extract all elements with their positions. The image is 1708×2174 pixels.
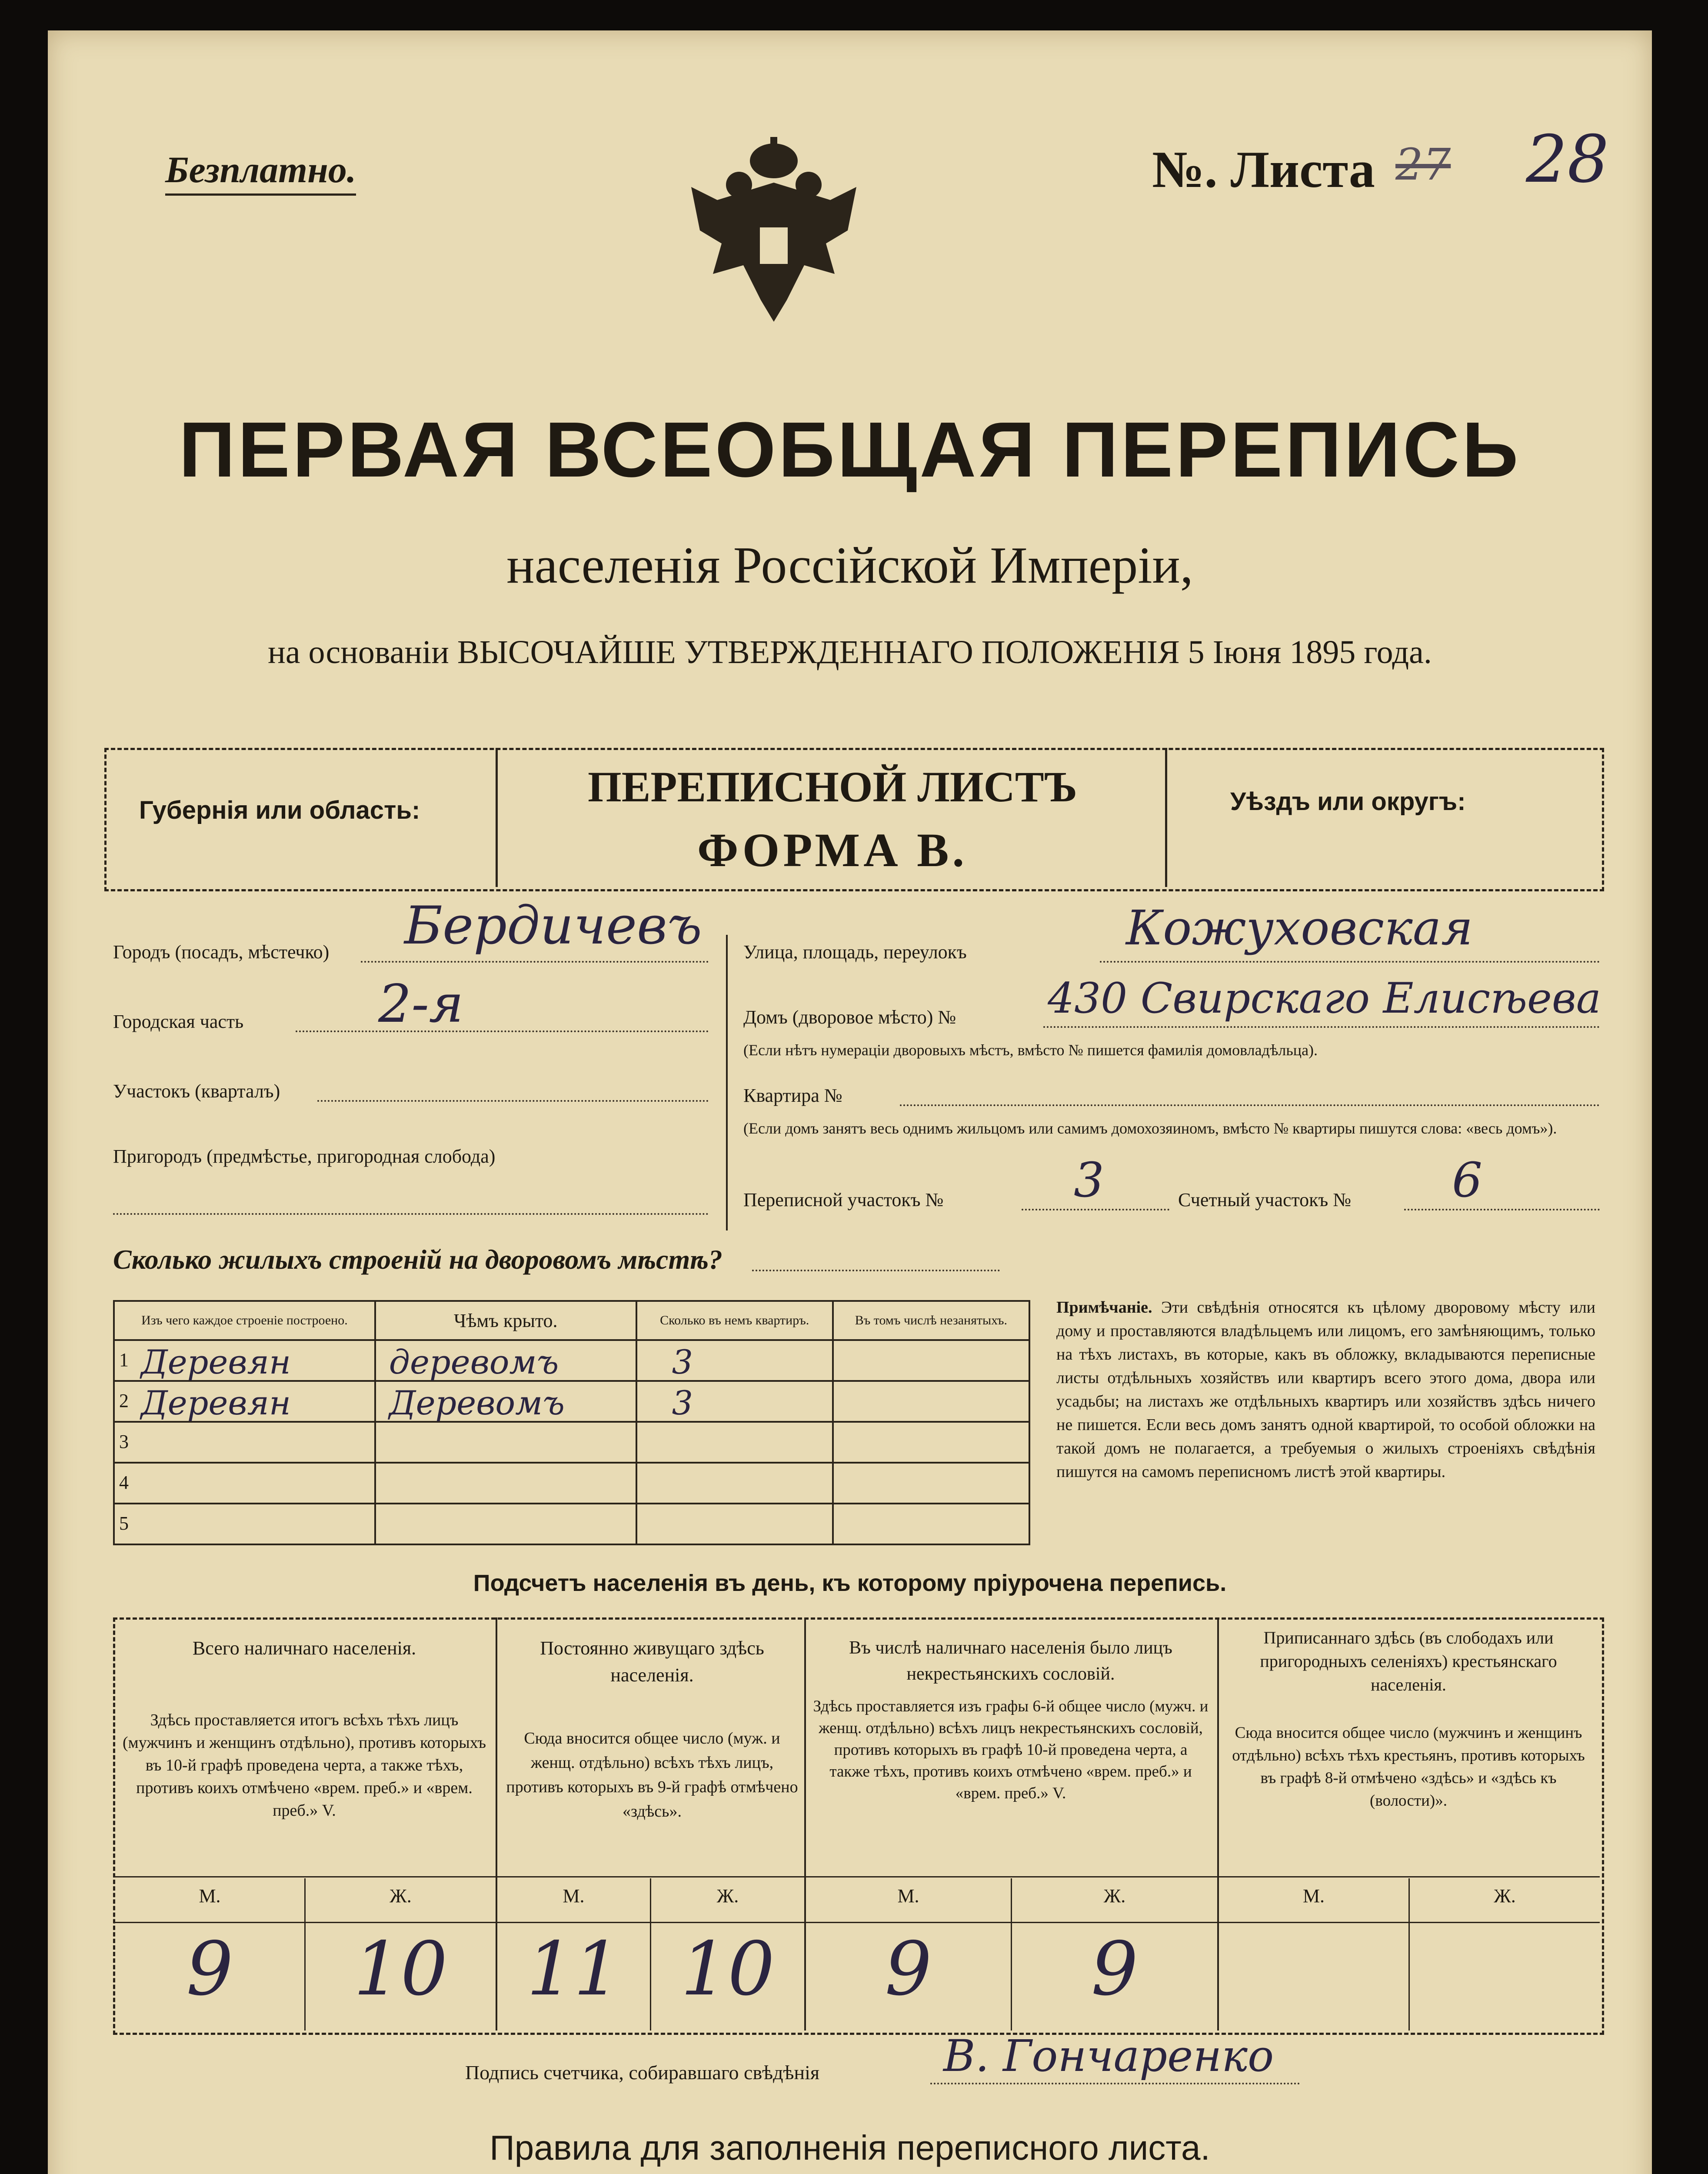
- free-label: Безплатно.: [165, 146, 356, 196]
- col4-female-label: Ж.: [1494, 1885, 1516, 1907]
- col4-male-label: М.: [1302, 1885, 1325, 1907]
- buildings-note: [1056, 1296, 1595, 1484]
- main-title: ПЕРВАЯ ВСЕОБЩАЯ ПЕРЕПИСЬ: [179, 406, 1521, 493]
- rules-title: Правила для заполненія переписного листа.: [489, 2128, 1210, 2167]
- roof-value: деревомъ: [389, 1343, 559, 1381]
- table-row: [114, 1422, 1029, 1463]
- material-value: Деревян: [141, 1343, 291, 1381]
- form-code: ФОРМА В.: [697, 824, 968, 877]
- col2-male-value: 11: [526, 1926, 621, 2012]
- suburb-label: Пригородъ (предмѣстье, пригородная слобода): [113, 1146, 496, 1167]
- house-label: Домъ (дворовое мѣсто) №: [743, 1007, 956, 1028]
- city-value: Бердичевъ: [404, 896, 702, 956]
- census-area-value: 3: [1074, 1152, 1104, 1208]
- roof-value: Деревомъ: [389, 1384, 565, 1422]
- population-col2-title: Постоянно живущаго здѣсь населенія.: [540, 1637, 764, 1686]
- uezd-label: Уѣздъ или округъ:: [1230, 787, 1466, 816]
- population-col4-desc: Сюда вносится общее число (мужчинъ и женщинъ отдѣльно) всѣхъ тѣхъ крестьянъ, противъ которыхъ въ графѣ 8-й отмѣчено «здѣсь» и «здѣсь къ (волости)».: [1232, 1724, 1585, 1810]
- table-row: [114, 1463, 1029, 1504]
- buildings-header-material: Изъ чего каждое строеніе построено.: [114, 1301, 375, 1340]
- col3-female-label: Ж.: [1103, 1885, 1126, 1907]
- col1-female-label: Ж.: [390, 1885, 412, 1907]
- col3-female-value: 9: [1091, 1926, 1139, 2012]
- census-sheet: [48, 30, 1652, 2174]
- row-number: 4: [119, 1472, 129, 1493]
- apartments-value: 3: [672, 1384, 693, 1422]
- street-value: Кожуховская: [1126, 900, 1473, 956]
- table-row: [114, 1381, 1029, 1422]
- row-number: 5: [119, 1513, 129, 1534]
- apartment-note: (Если домъ занятъ весь однимъ жильцомъ или самимъ домохозяиномъ, вмѣсто № квартиры пишутся слова: «весь домъ»).: [743, 1120, 1557, 1137]
- signature-label: Подпись счетчика, собиравшаго свѣдѣнія: [465, 2061, 820, 2084]
- population-col1-title: Всего наличнаго населенія.: [192, 1637, 416, 1659]
- sub-title: населенія Россійской Имперіи,: [506, 536, 1193, 594]
- population-col4-title: Приписаннаго здѣсь (въ слободахъ или пригородныхъ селеніяхъ) крестьянскаго населенія.: [1260, 1628, 1557, 1694]
- col2-female-value: 10: [680, 1926, 775, 2012]
- row-number: 3: [119, 1431, 129, 1452]
- signature-value: В. Гончаренко: [943, 2031, 1274, 2081]
- table-row: [114, 1504, 1029, 1544]
- city-part-label: Городская часть: [113, 1011, 244, 1032]
- population-col3-title: Въ числѣ наличнаго населенія было лицъ некрестьянскихъ сословій.: [849, 1638, 1172, 1684]
- row-number: 2: [119, 1390, 129, 1411]
- col1-male-label: М.: [199, 1885, 221, 1907]
- note-text: Эти свѣдѣнія относятся къ цѣлому дворовому мѣсту или дому и проставляются владѣльцемъ или лицомъ, его замѣняющимъ, только на тѣхъ листахъ, въ которые, какъ въ обложку, вкладываются переписные листы отдѣльныхъ хозяйствъ или квартиръ всего этого дома, двора или усадьбы; на листахъ же отдѣльныхъ квартиръ или хозяйствъ здѣсь ничего не пишется. Если весь домъ занятъ одной квартирой, то особой обложки на такой домъ не полагается, а требуемыя о жилыхъ строеніяхъ свѣдѣнія пишутся на самомъ переписномъ листѣ этой квартиры.: [1056, 1298, 1595, 1481]
- population-col2-desc: Сюда вносится общее число (муж. и женщ. отдѣльно) всѣхъ тѣхъ лицъ, противъ которыхъ въ 9-й графѣ отмѣчено «здѣсь».: [506, 1729, 798, 1821]
- col1-female-value: 10: [353, 1926, 448, 2012]
- city-part-value: 2-я: [378, 974, 464, 1034]
- col2-male-label: М.: [563, 1885, 585, 1907]
- city-label: Городъ (посадъ, мѣстечко): [113, 941, 330, 963]
- note-title: Примѣчаніе.: [1056, 1298, 1152, 1317]
- col1-male-value: 9: [186, 1926, 233, 2012]
- buildings-header-roof: Чѣмъ крыто.: [375, 1301, 636, 1340]
- apartment-label: Квартира №: [743, 1085, 842, 1106]
- province-label: Губернія или область:: [139, 796, 420, 824]
- double-headed-eagle-emblem: [674, 135, 874, 335]
- count-area-label: Счетный участокъ №: [1178, 1189, 1352, 1210]
- buildings-question: Сколько жилыхъ строеній на дворовомъ мѣстѣ?: [113, 1244, 722, 1275]
- apartments-value: 3: [672, 1343, 693, 1381]
- sheet-number-handwritten: 28: [1526, 122, 1609, 197]
- buildings-table: [113, 1300, 1030, 1545]
- material-value: Деревян: [141, 1384, 291, 1422]
- count-area-value: 6: [1452, 1152, 1482, 1208]
- census-area-label: Переписной участокъ №: [743, 1189, 944, 1210]
- basis-line: на основаніи ВЫСОЧАЙШЕ УТВЕРЖДЕННАГО ПОЛОЖЕНІЯ 5 Іюня 1895 года.: [268, 634, 1432, 670]
- district-label: Участокъ (кварталъ): [113, 1080, 280, 1102]
- buildings-header-apartments: Сколько въ немъ квартиръ.: [636, 1301, 833, 1340]
- form-title: ПЕРЕПИСНОЙ ЛИСТЪ: [587, 763, 1078, 811]
- population-col3-desc: Здѣсь проставляется изъ графы 6-й общее число (мужч. и женщ. отдѣльно) всѣхъ лицъ некрестьянскихъ сословій, противъ которыхъ въ графѣ 10-й проведена черта, а также тѣхъ, противъ коихъ отмѣчено «врем. преб.» и «врем. преб.» V.: [813, 1697, 1209, 1802]
- street-label: Улица, площадь, переулокъ: [743, 941, 967, 963]
- house-note: (Если нѣтъ нумераціи дворовыхъ мѣстъ, вмѣсто № пишется фамилія домовладѣльца).: [743, 1041, 1318, 1059]
- sheet-number-crossed: 27: [1395, 139, 1451, 190]
- col2-female-label: Ж.: [716, 1885, 739, 1907]
- col3-male-value: 9: [885, 1926, 932, 2012]
- sheet-number-label: №. Листа: [1152, 140, 1375, 198]
- population-col1-desc: Здѣсь проставляется итогъ всѣхъ тѣхъ лицъ (мужчинъ и женщинъ отдѣльно), противъ которыхъ въ 10-й графѣ проведена черта, а также тѣхъ, противъ коихъ отмѣчено «врем. преб.» и «врем. преб.» V.: [123, 1711, 486, 1820]
- table-row: [114, 1340, 1029, 1381]
- buildings-header-vacant: Въ томъ числѣ незанятыхъ.: [833, 1301, 1029, 1340]
- house-value: 430 Свирскаго Елисѣева: [1048, 974, 1601, 1023]
- population-heading: Подсчетъ населенія въ день, къ которому пріурочена перепись.: [473, 1570, 1227, 1596]
- col3-male-label: М.: [897, 1885, 919, 1907]
- row-number: 1: [119, 1349, 129, 1370]
